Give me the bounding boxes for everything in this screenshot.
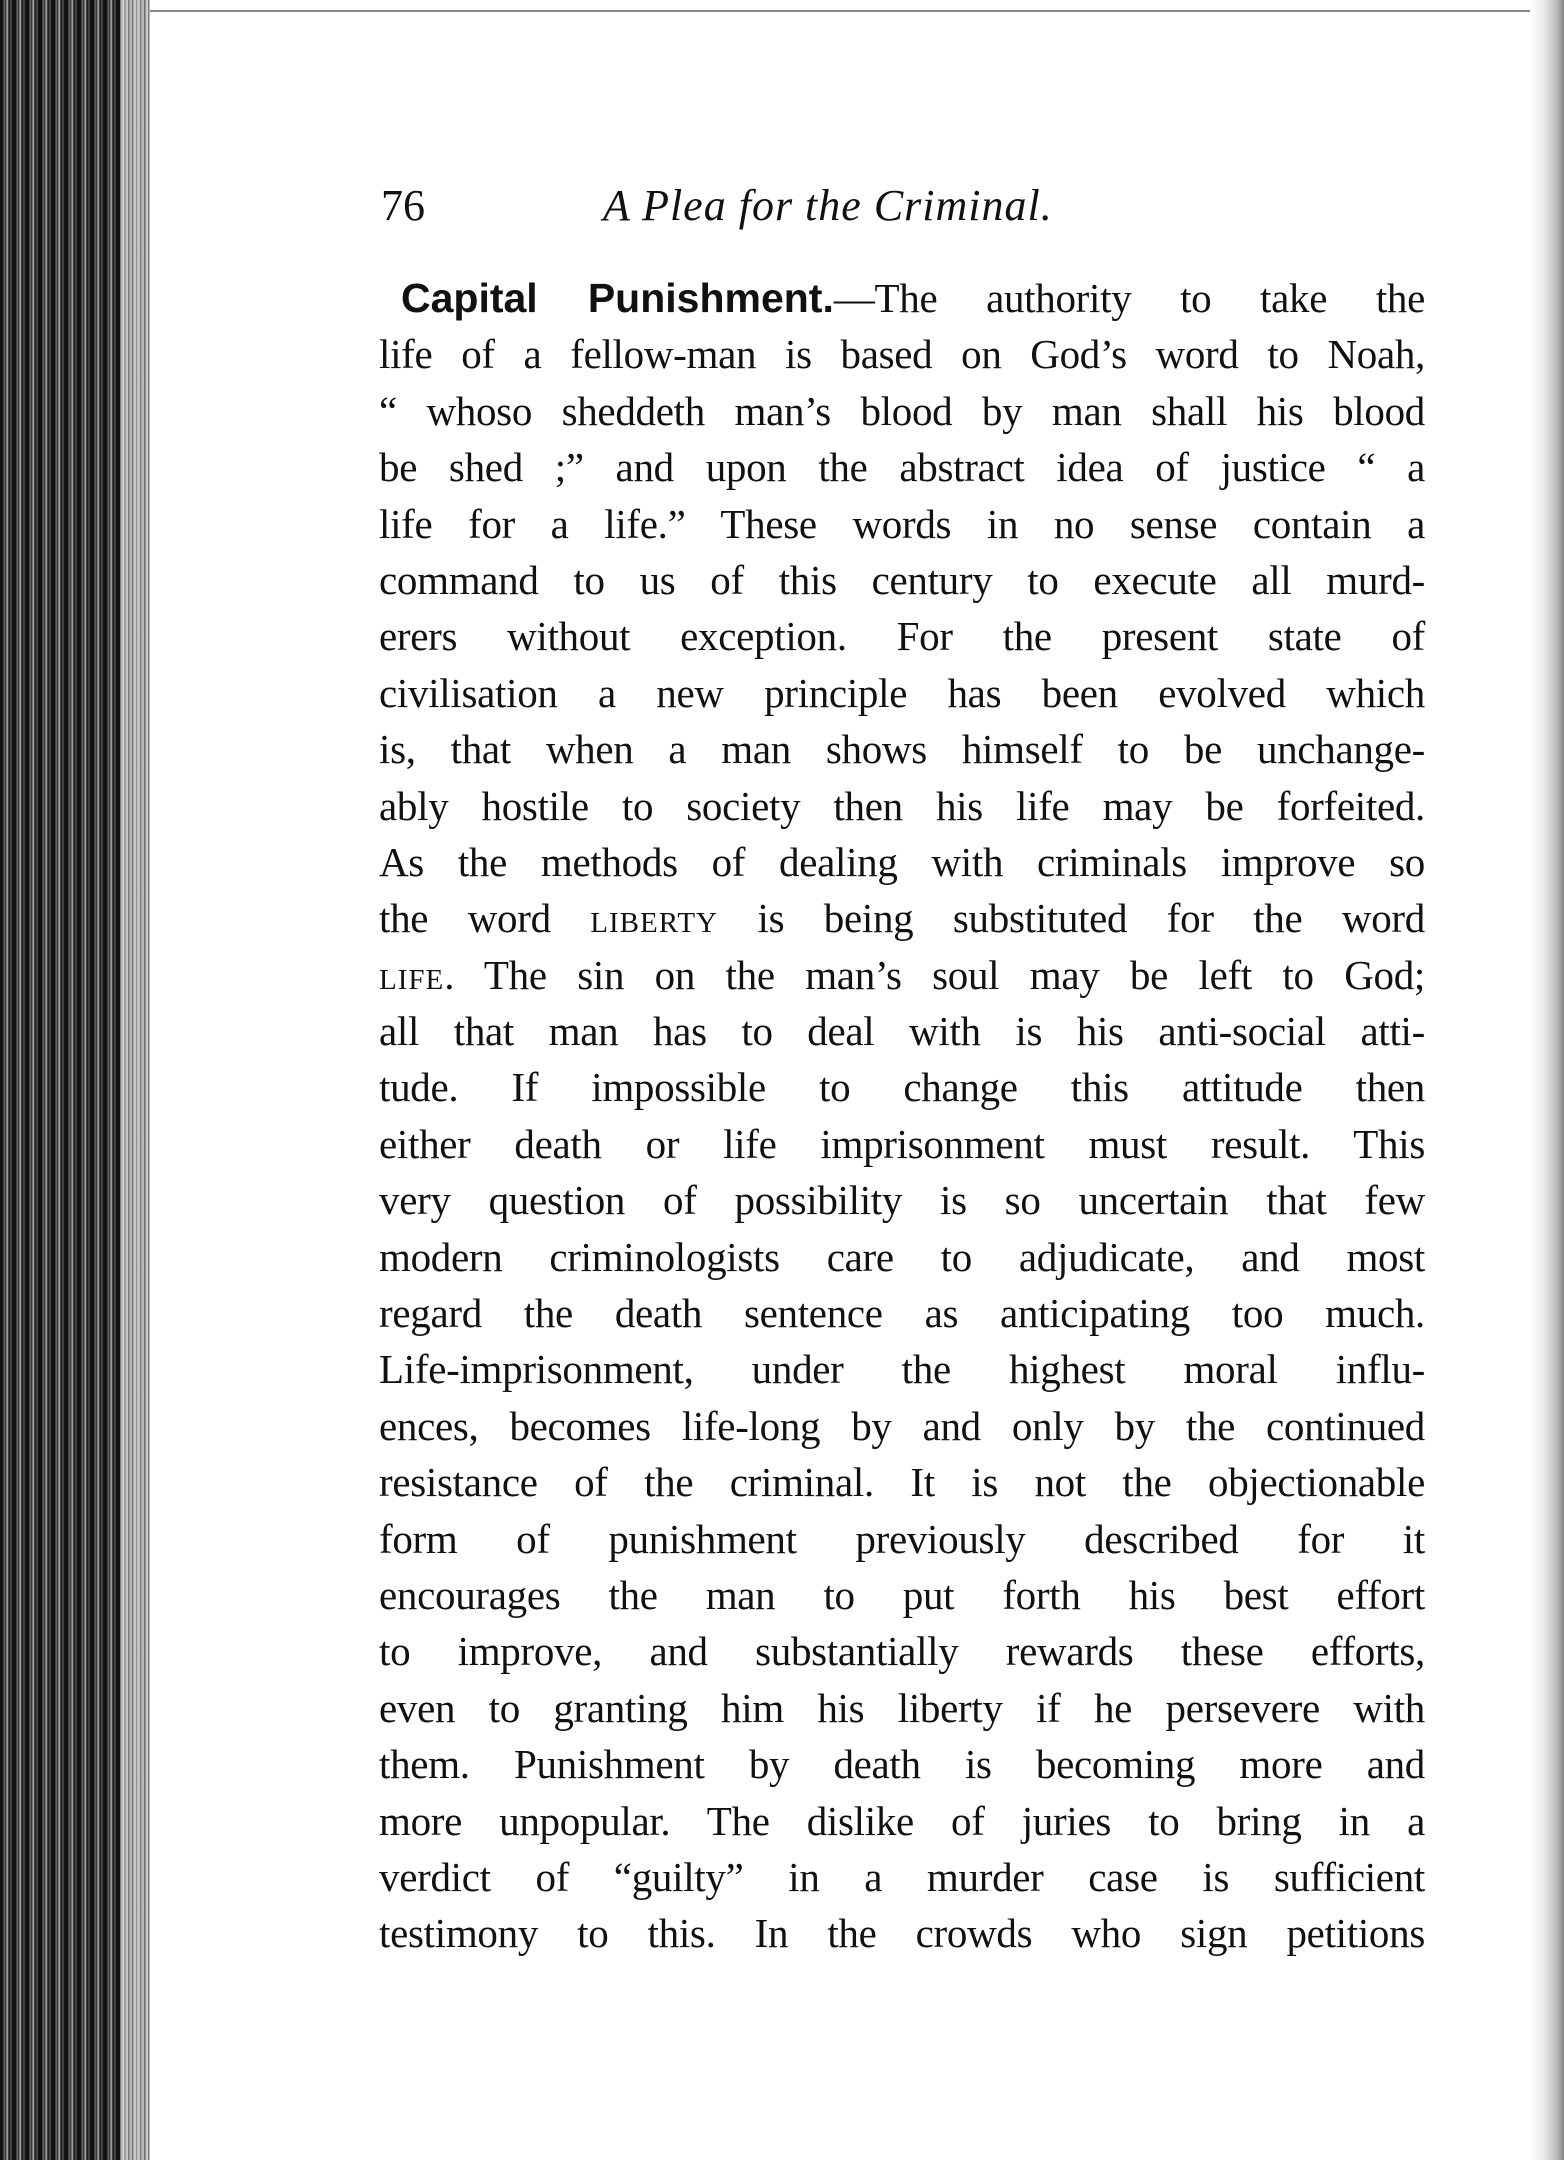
- text-line: [379, 1793, 1425, 1849]
- text-line: [379, 496, 1425, 552]
- text-line: [379, 608, 1425, 664]
- text-line: [379, 1341, 1425, 1397]
- text-line: [379, 1116, 1425, 1172]
- text-line: [379, 1285, 1425, 1341]
- text-segment: —The authority to take the: [833, 275, 1426, 321]
- text-segment: testimony to this. In the crowds who sign petitions: [379, 1910, 1425, 1957]
- text-segment: ably hostile to society then his life may be forfeited.: [379, 782, 1425, 829]
- text-segment: command to us of this century to execute all murd-: [379, 556, 1425, 603]
- text-segment: As the methods of dealing with criminals improve so: [379, 838, 1425, 885]
- text-line: [379, 552, 1425, 608]
- text-segment: to improve, and substantially rewards these efforts,: [379, 1628, 1425, 1675]
- text-segment: them. Punishment by death is becoming more and: [379, 1741, 1425, 1788]
- text-line: [379, 1736, 1425, 1792]
- text-line: [379, 834, 1425, 890]
- text-line: [379, 1172, 1425, 1228]
- text-segment: Life-imprisonment, under the highest moral influ-: [379, 1346, 1425, 1393]
- text-line: [379, 1398, 1425, 1454]
- text-segment: all that man has to deal with is his anti-social atti-: [379, 1008, 1425, 1055]
- text-segment: form of punishment previously described for it: [379, 1515, 1425, 1562]
- text-line: [379, 665, 1425, 721]
- text-line: [379, 1567, 1425, 1623]
- text-segment: either death or life imprisonment must result. This: [379, 1120, 1425, 1167]
- text-segment: tude. If impossible to change this attitude then: [379, 1064, 1425, 1111]
- text-segment: liberty: [590, 895, 718, 942]
- text-line: [379, 439, 1425, 495]
- text-segment: is, that when a man shows himself to be unchange-: [379, 726, 1425, 773]
- text-line: [379, 1623, 1425, 1679]
- text-segment: the word: [379, 895, 591, 942]
- text-segment: more unpopular. The dislike of juries to bring in a: [379, 1797, 1425, 1844]
- text-segment: modern criminologists care to adjudicate, and most: [379, 1233, 1425, 1280]
- text-line: [379, 1905, 1425, 1961]
- text-line: [379, 721, 1425, 777]
- text-segment: very question of possibility is so uncertain that few: [379, 1177, 1425, 1224]
- text-segment: life of a fellow-man is based on God’s word to Noah,: [379, 331, 1425, 378]
- text-line: [379, 1680, 1425, 1736]
- text-segment: be shed ;” and upon the abstract idea of justice “ a: [379, 444, 1425, 491]
- text-line: [379, 1511, 1425, 1567]
- text-segment: regard the death sentence as anticipating too much.: [379, 1290, 1425, 1337]
- text-line: [379, 890, 1425, 946]
- text-line: [379, 947, 1425, 1003]
- text-segment: even to granting him his liberty if he persevere with: [379, 1684, 1425, 1731]
- text-segment: . The sin on the man’s soul may be left to God;: [444, 951, 1425, 998]
- text-segment: life for a life.” These words in no sense contain a: [379, 500, 1425, 547]
- page-right-edge-shadow: [1530, 0, 1564, 2160]
- text-segment: encourages the man to put forth his best effort: [379, 1571, 1425, 1618]
- text-segment: “ whoso sheddeth man’s blood by man shall his blood: [379, 387, 1425, 434]
- page-top-edge: [150, 10, 1530, 12]
- text-line: [379, 1059, 1425, 1115]
- text-segment: is being substituted for the word: [717, 895, 1425, 942]
- page-header: [381, 178, 1426, 234]
- text-line: [379, 1003, 1425, 1059]
- text-line: [379, 326, 1425, 382]
- text-line: [379, 1229, 1425, 1285]
- text-line: [379, 1454, 1425, 1510]
- text-segment: verdict of “guilty” in a murder case is sufficient: [379, 1853, 1425, 1900]
- text-segment: ences, becomes life-long by and only by the continued: [379, 1402, 1425, 1449]
- text-line: [379, 1849, 1425, 1905]
- page-number: 76: [381, 181, 425, 230]
- text-line: [379, 270, 1425, 326]
- body-text: [379, 270, 1425, 1962]
- page-edge-lines: [120, 0, 150, 2160]
- text-segment: life: [379, 951, 445, 998]
- text-line: [379, 778, 1425, 834]
- section-heading: Capital Punishment.: [401, 275, 834, 321]
- text-segment: resistance of the criminal. It is not the objectionable: [379, 1459, 1425, 1506]
- text-segment: civilisation a new principle has been evolved which: [379, 669, 1425, 716]
- text-line: [379, 383, 1425, 439]
- text-segment: erers without exception. For the present state of: [379, 613, 1425, 660]
- running-title: A Plea for the Criminal.: [603, 181, 1053, 230]
